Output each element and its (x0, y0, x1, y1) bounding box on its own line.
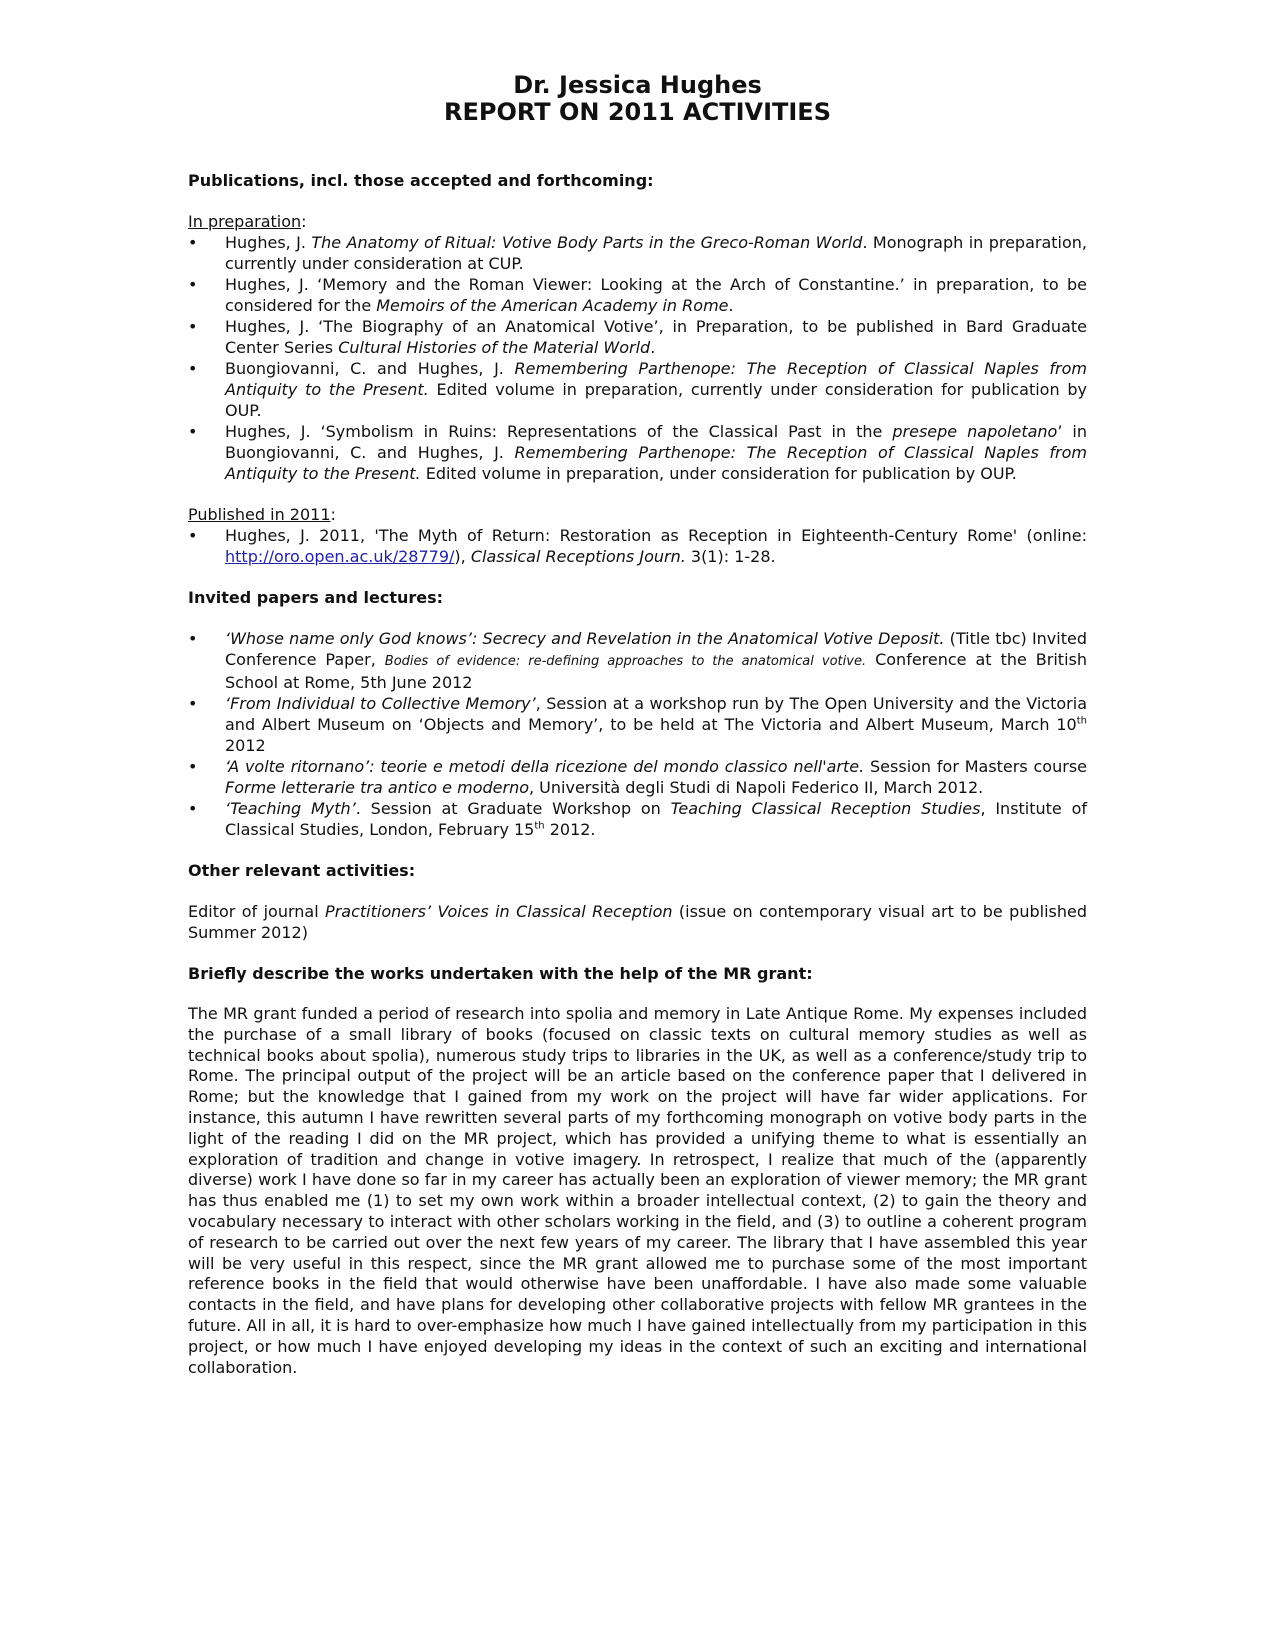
oro-link[interactable]: http://oro.open.ac.uk/28779/ (225, 547, 455, 566)
item-title: Memoirs of the American Academy in Rome (376, 296, 729, 315)
item-title: Bodies of evidence: re-defining approaches to the anatomical votive. (384, 654, 867, 669)
item-text: Session for Masters course (864, 757, 1087, 776)
item-text: Conference at the British School at Rome, 5th June 2012 (225, 650, 1088, 692)
published-label-text: Published in 2011 (188, 505, 331, 524)
item-title: Forme letterarie tra antico e moderno (225, 778, 529, 797)
invited-list (188, 628, 1087, 840)
item-text: . Session at Graduate Workshop on (355, 799, 671, 818)
item-text: . Monograph in preparation, currently under consideration at CUP. (225, 233, 1087, 273)
item-text: Hughes, J. ‘Memory and the Roman Viewer: Looking at the Arch of Constantine.’ in preparation, to be considered for the (225, 275, 1087, 315)
item-text: 2012. (544, 820, 596, 839)
item-title: ‘Teaching Myth’ (225, 799, 356, 818)
other-activities-heading: Other relevant activities: (188, 861, 416, 880)
list-item (188, 693, 1087, 756)
item-title: presepe napoletano (892, 422, 1058, 441)
item-text: Hughes, J. 2011, 'The Myth of Return: Restoration as Reception in Eighteenth-Century Rome' (online: (225, 526, 1087, 545)
item-text: Buongiovanni, C. and Hughes, J. (225, 359, 515, 378)
publications-heading: Publications, incl. those accepted and forthcoming: (188, 171, 654, 190)
item-text: Editor of journal (188, 902, 326, 921)
item-text: , Session at a workshop run by The Open University and the Victoria and Albert Museum on ‘Objects and Memory’, to be held at The Victoria and Albert Museum, March 10 (225, 694, 1087, 734)
in-preparation-list (188, 232, 1087, 484)
item-text: , Università degli Studi di Napoli Federico II, March 2012. (529, 778, 984, 797)
in-preparation-colon: : (301, 212, 307, 231)
item-text: Hughes, J. ‘Symbolism in Ruins: Representations of the Classical Past in the (225, 422, 893, 441)
journal-title: Practitioners’ Voices in Classical Reception (325, 902, 673, 921)
published-list (188, 525, 1087, 567)
item-text: , Institute of Classical Studies, London, February 15 (225, 799, 1087, 839)
item-title: Remembering Parthenope: The Reception of Classical Naples from Antiquity to the Present. (225, 359, 1087, 399)
list-item (188, 756, 1087, 798)
author-name: Dr. Jessica Hughes (513, 71, 762, 99)
list-item (188, 358, 1087, 421)
published-colon: : (330, 505, 336, 524)
invited-heading: Invited papers and lectures: (188, 588, 444, 607)
list-item (188, 274, 1087, 316)
item-title: Classical Receptions Journ. (470, 547, 686, 566)
item-text: (Title tbc) Invited Conference Paper, (225, 629, 1087, 669)
item-text: (issue on contemporary visual art to be published Summer 2012) (188, 902, 1087, 942)
ordinal-suffix: th (1076, 715, 1087, 727)
item-text: Edited volume in preparation, under consideration for publication by OUP. (420, 464, 1017, 483)
list-item (188, 421, 1087, 484)
item-text: ), (454, 547, 471, 566)
item-text: ’ in Buongiovanni, C. and Hughes, J. (225, 422, 1088, 462)
grant-heading: Briefly describe the works undertaken with the help of the MR grant: (188, 964, 813, 983)
item-title: ‘A volte ritornano’: teorie e metodi della ricezione del mondo classico nell'arte. (225, 757, 865, 776)
item-title: ‘Whose name only God knows’: Secrecy and Revelation in the Anatomical Votive Deposit. (225, 629, 945, 648)
list-item (188, 232, 1087, 274)
ordinal-suffix: th (534, 820, 545, 832)
item-text: Hughes, J. ‘The Biography of an Anatomical Votive’, in Preparation, to be published in Bard Graduate Center Series (225, 317, 1087, 357)
list-item (188, 525, 1087, 567)
in-preparation-label-text: In preparation (188, 212, 302, 231)
item-text: 3(1): 1-28. (685, 547, 776, 566)
published-label (188, 504, 1087, 525)
item-title: Cultural Histories of the Material World (338, 338, 651, 357)
item-title: Remembering Parthenope: The Reception of Classical Naples from Antiquity to the Present. (225, 443, 1087, 483)
in-preparation-label (188, 211, 1087, 232)
item-text: 2012 (225, 736, 266, 755)
item-title: Teaching Classical Reception Studies (670, 799, 981, 818)
list-item (188, 316, 1087, 358)
item-text: . (728, 296, 734, 315)
grant-description: The MR grant funded a period of research into spolia and memory in Late Antique Rome. My expenses included the purchase of a small library of books (focused on classic texts on cultural memory studies as well as technical books about spolia), numerous study trips to libraries in the UK, as well as a conference/study trip to Rome. The principal output of the project will be an article based on the conference paper that I delivered in Rome; but the knowledge that I gained from my work on the project will have far wider applications. For instance, this autumn I have rewritten several parts of my forthcoming monograph on votive body parts in the light of the reading I did on the MR project, which has provided a unifying theme to what is essentially an exploration of tradition and change in votive imagery. In retrospect, I realize that much of the (apparently diverse) work I have done so far in my career has actually been an exploration of viewer memory; the MR grant has thus enabled me (1) to set my own work within a broader intellectual context, (2) to gain the theory and vocabulary necessary to interact with other scholars working in the field, and (3) to outline a coherent program of research to be carried out over the next few years of my career. The library that I have assembled this year will be very useful in this respect, since the MR grant allowed me to purchase some of the most important reference books in the field that would otherwise have been unaffordable. I have also made some valuable contacts in the field, and have plans for developing other collaborative projects with fellow MR grantees in the future. All in all, it is hard to over-emphasize how much I have gained intellectually from my participation in this project, or how much I have enjoyed developing my ideas in the context of such an exciting and international collaboration. (188, 1004, 1087, 1377)
item-text: . (650, 338, 656, 357)
list-item (188, 798, 1087, 840)
item-text: Edited volume in preparation, currently under consideration for publication by OUP. (225, 380, 1087, 420)
item-title: The Anatomy of Ritual: Votive Body Parts in the Greco-Roman World (311, 233, 863, 252)
item-title: ‘From Individual to Collective Memory’ (225, 694, 536, 713)
list-item (188, 628, 1087, 693)
item-text: Hughes, J. (225, 233, 312, 252)
other-activities-text (188, 901, 1087, 943)
report-title: REPORT ON 2011 ACTIVITIES (444, 98, 831, 126)
